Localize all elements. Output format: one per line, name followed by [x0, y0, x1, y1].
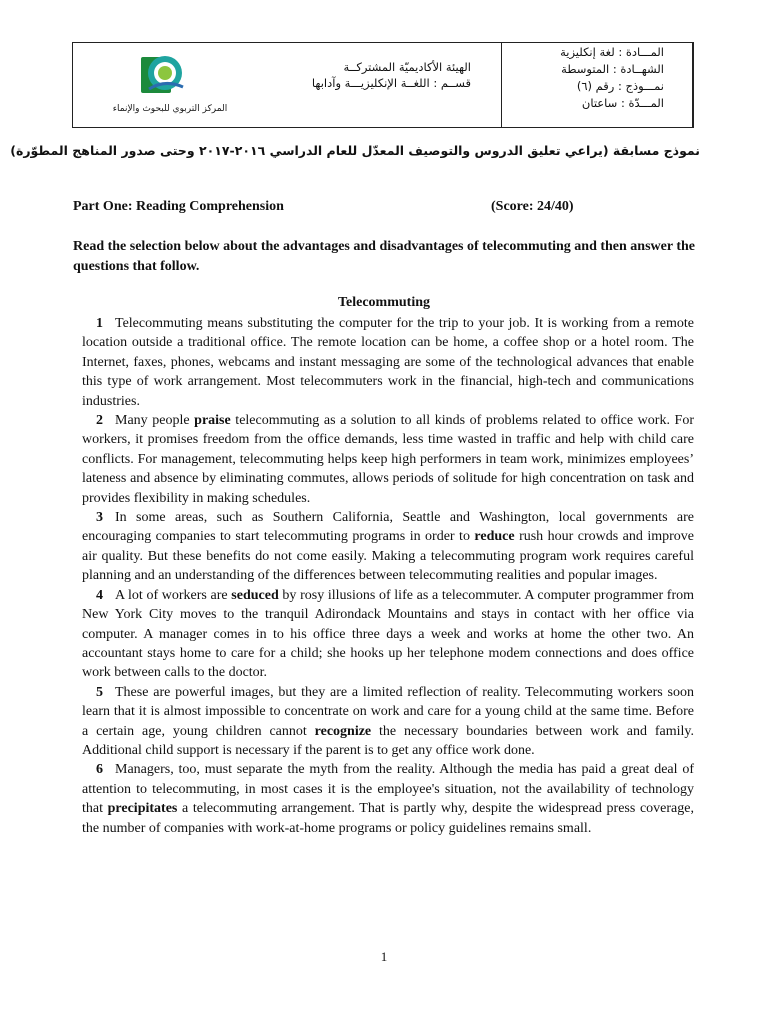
passage-body — [82, 314, 694, 838]
duration-line: المـــدّة : ساعتان — [581, 96, 664, 110]
keyword-bold: reduce — [474, 529, 515, 545]
certificate-line: الشهــادة : المتوسطة — [561, 62, 664, 76]
logo-caption: المركز التربوي للبحوث والإنماء — [112, 104, 228, 114]
exam-subtitle: نموذج مسابقة (يراعي تعليق الدروس والتوصيف المعدّل للعام الدراسي ٢٠١٦-٢٠١٧ وحتى صدور المناهج المطوّرة) — [10, 143, 700, 158]
paragraph-text: Telecommuting means substituting the computer for the trip to your job. It is working from a remote location outside a traditional office. The remote location can be home, a coffee shop or a hotel room. The Internet, faxes, phones, webcams and instant messaging are some of the technological advances that enable this type of work arrangement. Most telecommuters work in the financial, high-tech and communications industries. — [82, 316, 694, 409]
paragraph-text: In some areas, such as Southern California, Seattle and Washington, local governments are encouraging companies to start telecommuting programs in order to — [82, 510, 694, 545]
paragraph-number: 3 — [96, 510, 103, 526]
crdp-logo-icon — [105, 49, 235, 123]
keyword-bold: praise — [194, 413, 231, 429]
score-label: (Score: 24/40) — [491, 199, 574, 214]
logo-swirl-inner — [158, 66, 172, 80]
passage-title: Telecommuting — [337, 295, 431, 310]
paragraph-number: 2 — [96, 413, 103, 429]
paragraph-text: by rosy illusions of life as a telecommuter. A computer programmer from New York City moves to the tranquil Adirondack Mountains and stays in contact with her office via computer. A manager comes in to his office three days a week and works at home the other two. An accountant stays home to care for a child; she hooks up her telephone modem connections and does office work between calls to the doctor. — [82, 587, 695, 681]
paragraph-text: These are powerful images, but they are a limited reflection of reality. Telecommuting workers soon learn that it is almost impossible to concentrate on work and care for a young child at the same time. Before a certain age, young children cannot — [82, 684, 694, 739]
paragraph-text: rush hour crowds and improve air quality. But these benefits do not come easily. Making a telecommuting program work requires careful planning and an understanding of the differences between telecommuting realities and popular images. — [82, 529, 695, 584]
department-title: قســم : اللغــة الإنكليزيـــة وآدابها — [311, 76, 471, 90]
logo-cell — [73, 43, 238, 127]
org-cell — [238, 43, 502, 127]
paragraph-4 — [82, 586, 694, 683]
org-title: الهيئة الأكاديميّة المشتركــة — [343, 60, 471, 74]
page-number: 1 — [380, 949, 388, 964]
instruction-text: Read the selection below about the advantages and disadvantages of telecommuting and then answer the questions that follow. — [73, 239, 695, 274]
paragraph-text: the necessary boundaries between work and family. Additional child support is necessary if the parent is to get any office work done. — [82, 723, 694, 758]
paragraph-number: 4 — [96, 587, 103, 603]
paragraph-number: 6 — [96, 762, 103, 778]
part-title: Part One: Reading Comprehension — [73, 199, 284, 214]
paragraph-3 — [82, 508, 694, 586]
paragraph-5 — [82, 683, 694, 761]
paragraph-2 — [82, 411, 694, 508]
paragraph-6 — [82, 760, 694, 838]
paragraph-text: Many people — [115, 413, 195, 429]
paragraph-text: a telecommuting arrangement. That is partly why, despite the widespread press coverage, the number of companies with work-at-home programs or policy guidelines remains small. — [82, 801, 694, 836]
paragraph-text: telecommuting as a solution to all kinds of problems related to office work. For workers, it promises freedom from the office demands, less time wasted in traffic and help with child care conflicts. For management, telecommuting helps keep high performers in team work, minimizes employees’ lateness and absence by eliminating commutes, allows periods of solitude for high concentration on task and provides flexibility in making schedules. — [82, 413, 694, 506]
paragraph-number: 5 — [96, 684, 103, 700]
header-table — [72, 42, 694, 128]
paragraph-1 — [82, 314, 694, 411]
paragraph-text: A lot of workers are — [115, 587, 232, 603]
keyword-bold: recognize — [314, 723, 372, 739]
exam-info-cell — [502, 43, 693, 127]
subject-line: المـــادة : لغة إنكليزية — [560, 45, 664, 59]
paragraph-number: 1 — [96, 316, 103, 331]
keyword-bold: precipitates — [107, 801, 178, 817]
paragraph-text: Managers, too, must separate the myth from the reality. Although the media has paid a great deal of attention to telecommuting, in most cases it is the employee's situation, not the availability of technology that — [82, 762, 694, 817]
model-line: نمـــوذج : رقم (٦) — [576, 79, 664, 93]
keyword-bold: seduced — [231, 587, 279, 603]
